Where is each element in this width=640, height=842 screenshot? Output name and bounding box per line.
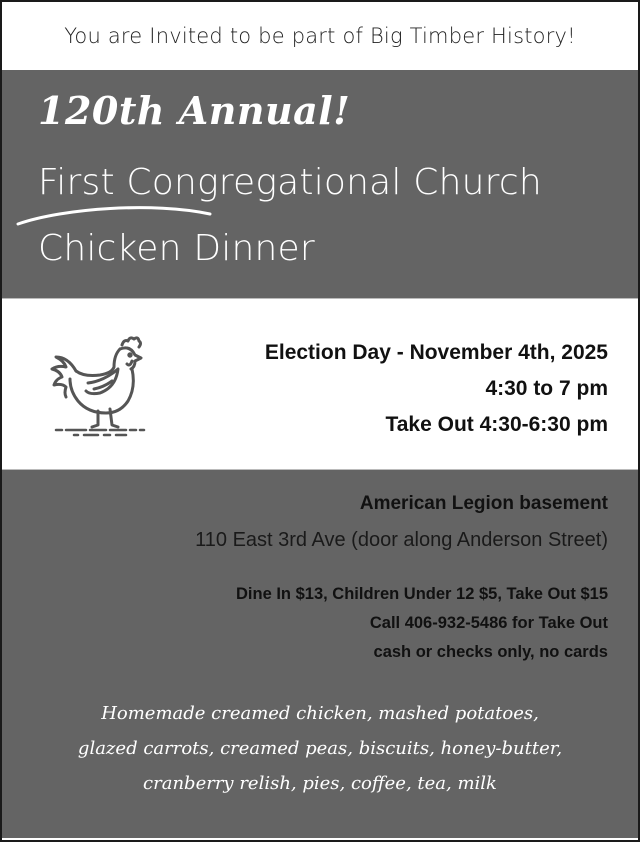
spacer — [195, 558, 608, 580]
venue-address: 110 East 3rd Ave (door along Anderson Street) — [195, 529, 608, 551]
menu-line-3: cranberry relish, pies, coffee, tea, milk — [143, 773, 497, 794]
event-schedule — [265, 335, 608, 443]
underline-swoosh-icon — [14, 200, 214, 230]
pricing-text: Dine In $13, Children Under 12 $5, Take Out $15 — [236, 585, 608, 603]
title-section — [2, 70, 638, 298]
info-section — [2, 470, 638, 838]
location-pricing — [195, 486, 608, 667]
date-section — [2, 298, 638, 470]
payment-note: cash or checks only, no cards — [373, 643, 608, 661]
takeout-time: Take Out 4:30-6:30 pm — [385, 413, 608, 436]
venue-name: American Legion basement — [359, 493, 608, 514]
chicken-icon — [44, 327, 154, 437]
anniversary-heading: 120th Annual! — [38, 88, 351, 133]
takeout-phone: Call 406-932-5486 for Take Out — [369, 614, 608, 632]
event-time: 4:30 to 7 pm — [485, 377, 608, 400]
event-name: Chicken Dinner — [38, 228, 315, 269]
church-name: First Congregational Church — [38, 162, 542, 203]
menu-list — [2, 696, 638, 801]
invite-text: You are Invited to be part of Big Timber History! — [64, 24, 576, 48]
invite-banner — [2, 2, 638, 70]
menu-line-2: glazed carrots, creamed peas, biscuits, honey-butter, — [77, 738, 563, 759]
menu-line-1: Homemade creamed chicken, mashed potatoes, — [101, 703, 539, 724]
event-date: Election Day - November 4th, 2025 — [264, 341, 608, 364]
